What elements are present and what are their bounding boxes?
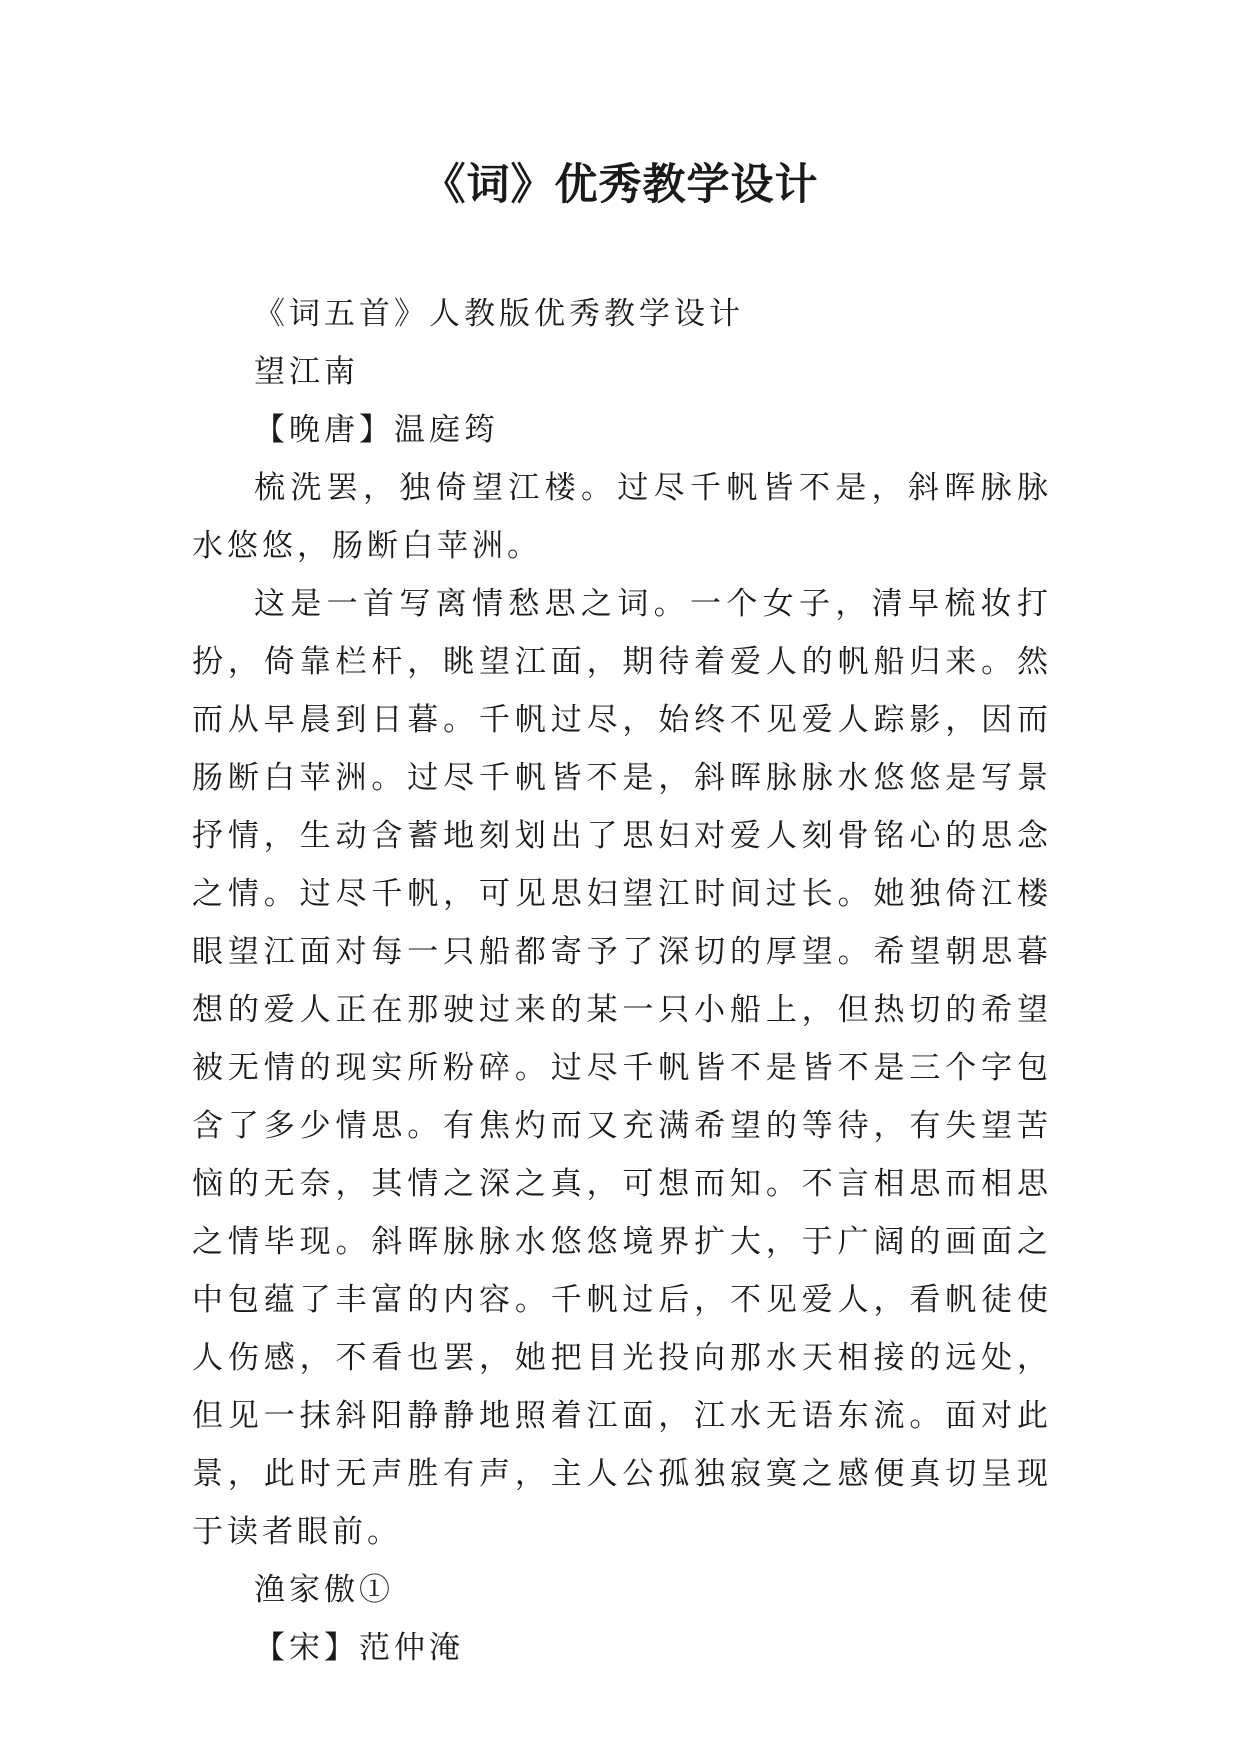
- poem-title: 渔家傲①: [254, 1572, 394, 1608]
- document-body: [192, 285, 1052, 1677]
- poem-author: 【晚唐】温庭筠: [254, 412, 499, 448]
- poem-title: 望江南: [254, 354, 359, 390]
- document-title: 《词》优秀教学设计: [422, 160, 819, 210]
- paragraph-heading: 《词五首》人教版优秀教学设计: [254, 296, 744, 332]
- poem-author: 【宋】范仲淹: [254, 1630, 464, 1666]
- poem-analysis: 这是一首写离情愁思之词。一个女子，清早梳妆打扮，倚靠栏杆，眺望江面，期待着爱人的帆船归来。然而从早晨到日暮。千帆过尽，始终不见爱人踪影，因而肠断白苹洲。过尽千帆皆不是，斜晖脉脉水悠悠是写景抒情，生动含蓄地刻划出了思妇对爱人刻骨铭心的思念之情。过尽千帆，可见思妇望江时间过长。她独倚江楼眼望江面对每一只船都寄予了深切的厚望。希望朝思暮想的爱人正在那驶过来的某一只小船上，但热切的希望被无情的现实所粉碎。过尽千帆皆不是皆不是三个字包含了多少情思。有焦灼而又充满希望的等待，有失望苦恼的无奈，其情之深之真，可想而知。不言相思而相思之情毕现。斜晖脉脉水悠悠境界扩大，于广阔的画面之中包蕴了丰富的内容。千帆过后，不见爱人，看帆徒使人伤感，不看也罢，她把目光投向那水天相接的远处，但见一抹斜阳静静地照着江面，江水无语东流。面对此景，此时无声胜有声，主人公孤独寂寞之感便真切呈现于读者眼前。: [192, 586, 1052, 1550]
- poem-text: 梳洗罢，独倚望江楼。过尽千帆皆不是，斜晖脉脉水悠悠，肠断白苹洲。: [192, 470, 1052, 564]
